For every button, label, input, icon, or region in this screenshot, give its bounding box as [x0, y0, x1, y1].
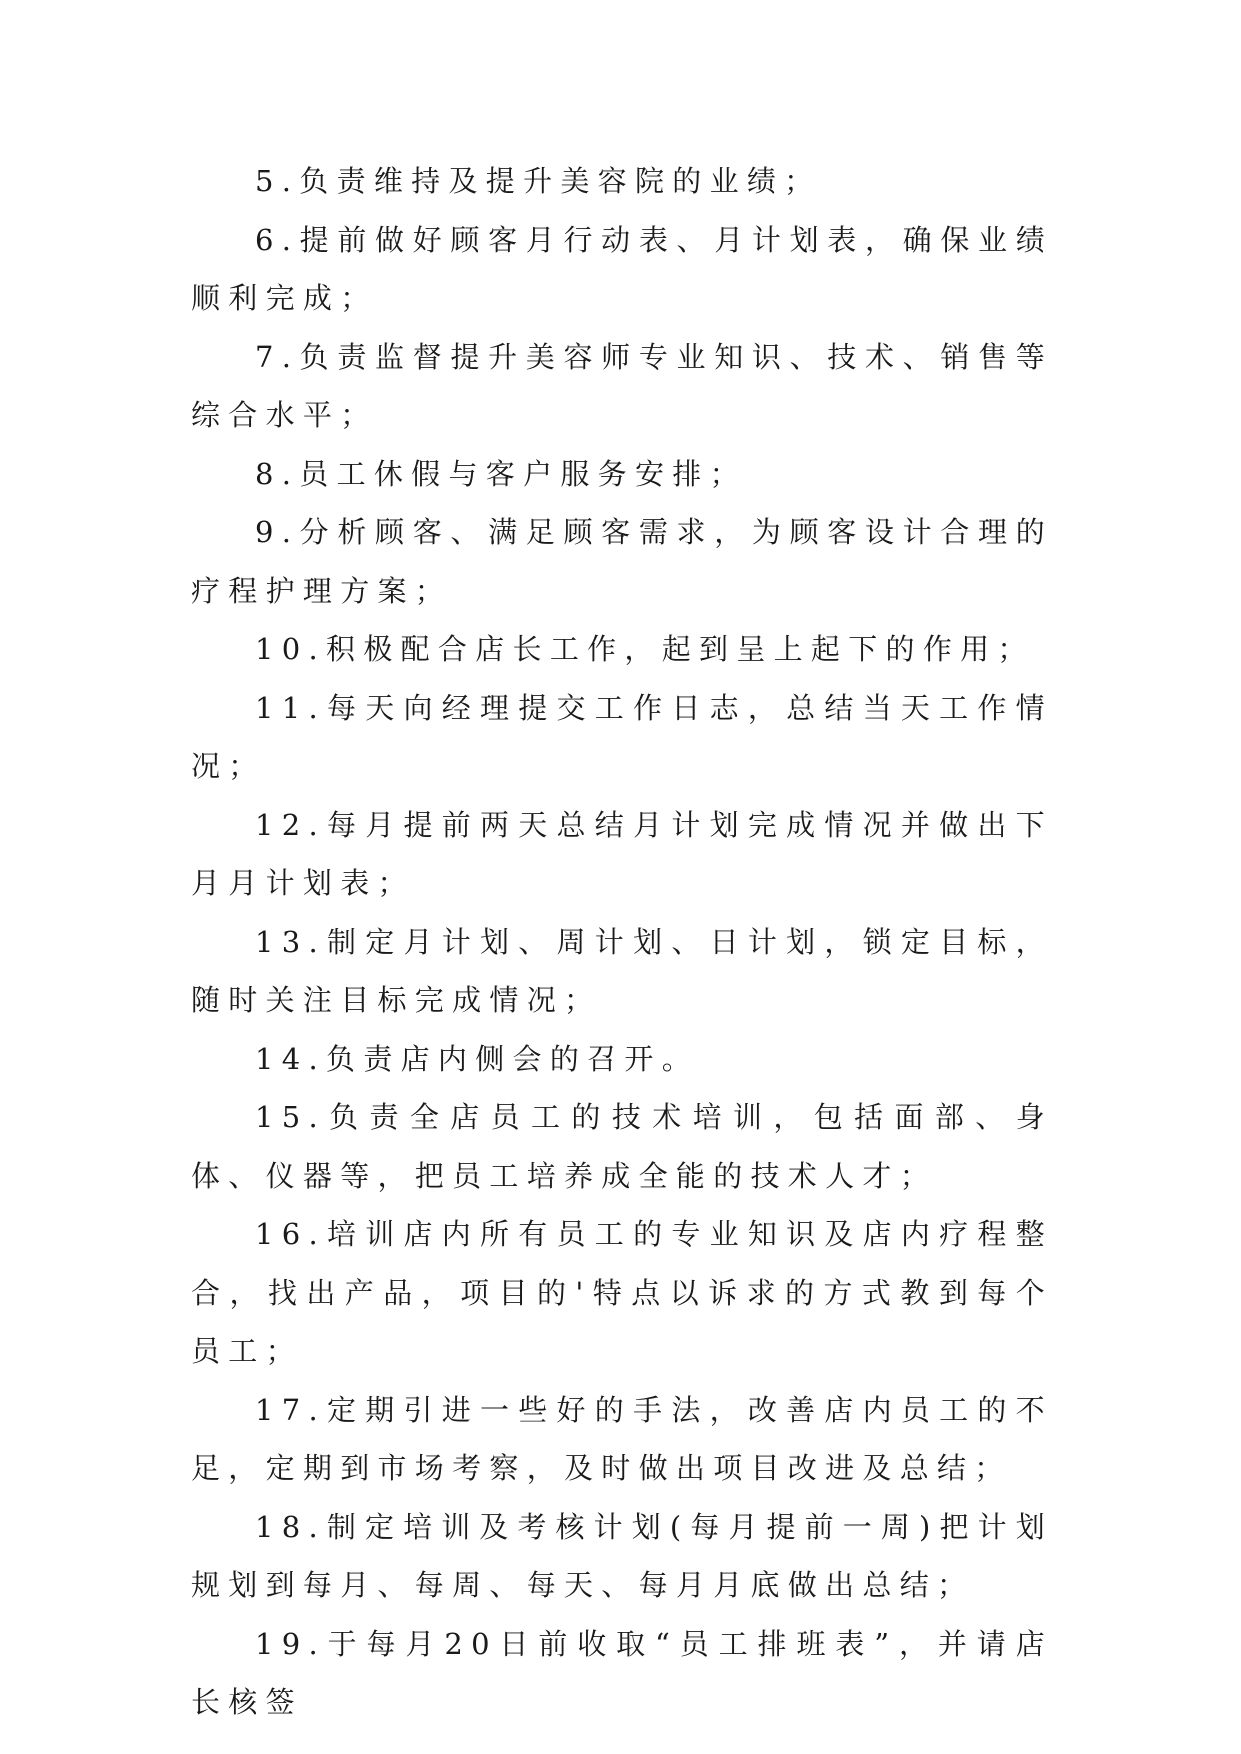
document-body — [191, 152, 1053, 1732]
paragraph-item-19: 19.于每月20日前收取“员工排班表”，并请店长核签 — [191, 1626, 1053, 1719]
paragraph-item-7: 7.负责监督提升美容师专业知识、技术、销售等综合水平； — [191, 339, 1053, 432]
paragraph-item-16: 16.培训店内所有员工的专业知识及店内疗程整合，找出产品，项目的'特点以诉求的方式教到每个员工； — [191, 1217, 1053, 1368]
paragraph-item-8: 8.员工休假与客户服务安排； — [255, 456, 747, 491]
paragraph-item-18: 18.制定培训及考核计划(每月提前一周)把计划规划到每月、每周、每天、每月月底做出总结； — [191, 1509, 1053, 1602]
paragraph-item-9: 9.分析顾客、满足顾客需求，为顾客设计合理的疗程护理方案； — [191, 515, 1053, 608]
paragraph-item-12: 12.每月提前两天总结月计划完成情况并做出下月月计划表； — [191, 807, 1053, 900]
paragraph-item-10: 10.积极配合店长工作，起到呈上起下的作用； — [255, 632, 1035, 666]
paragraph-item-17: 17.定期引进一些好的手法，改善店内员工的不足，定期到市场考察，及时做出项目改进及总结； — [191, 1392, 1053, 1485]
paragraph-item-13: 13.制定月计划、周计划、日计划，锁定目标，随时关注目标完成情况； — [191, 924, 1053, 1017]
paragraph-item-14: 14.负责店内侧会的召开。 — [255, 1041, 700, 1076]
paragraph-item-15: 15.负责全店员工的技术培训，包括面部、身体、仪器等，把员工培养成全能的技术人才； — [191, 1100, 1053, 1193]
paragraph-item-5: 5.负责维持及提升美容院的业绩； — [255, 164, 822, 198]
paragraph-item-6: 6.提前做好顾客月行动表、月计划表，确保业绩顺利完成； — [191, 222, 1053, 315]
paragraph-item-11: 11.每天向经理提交工作日志，总结当天工作情况； — [191, 690, 1053, 783]
